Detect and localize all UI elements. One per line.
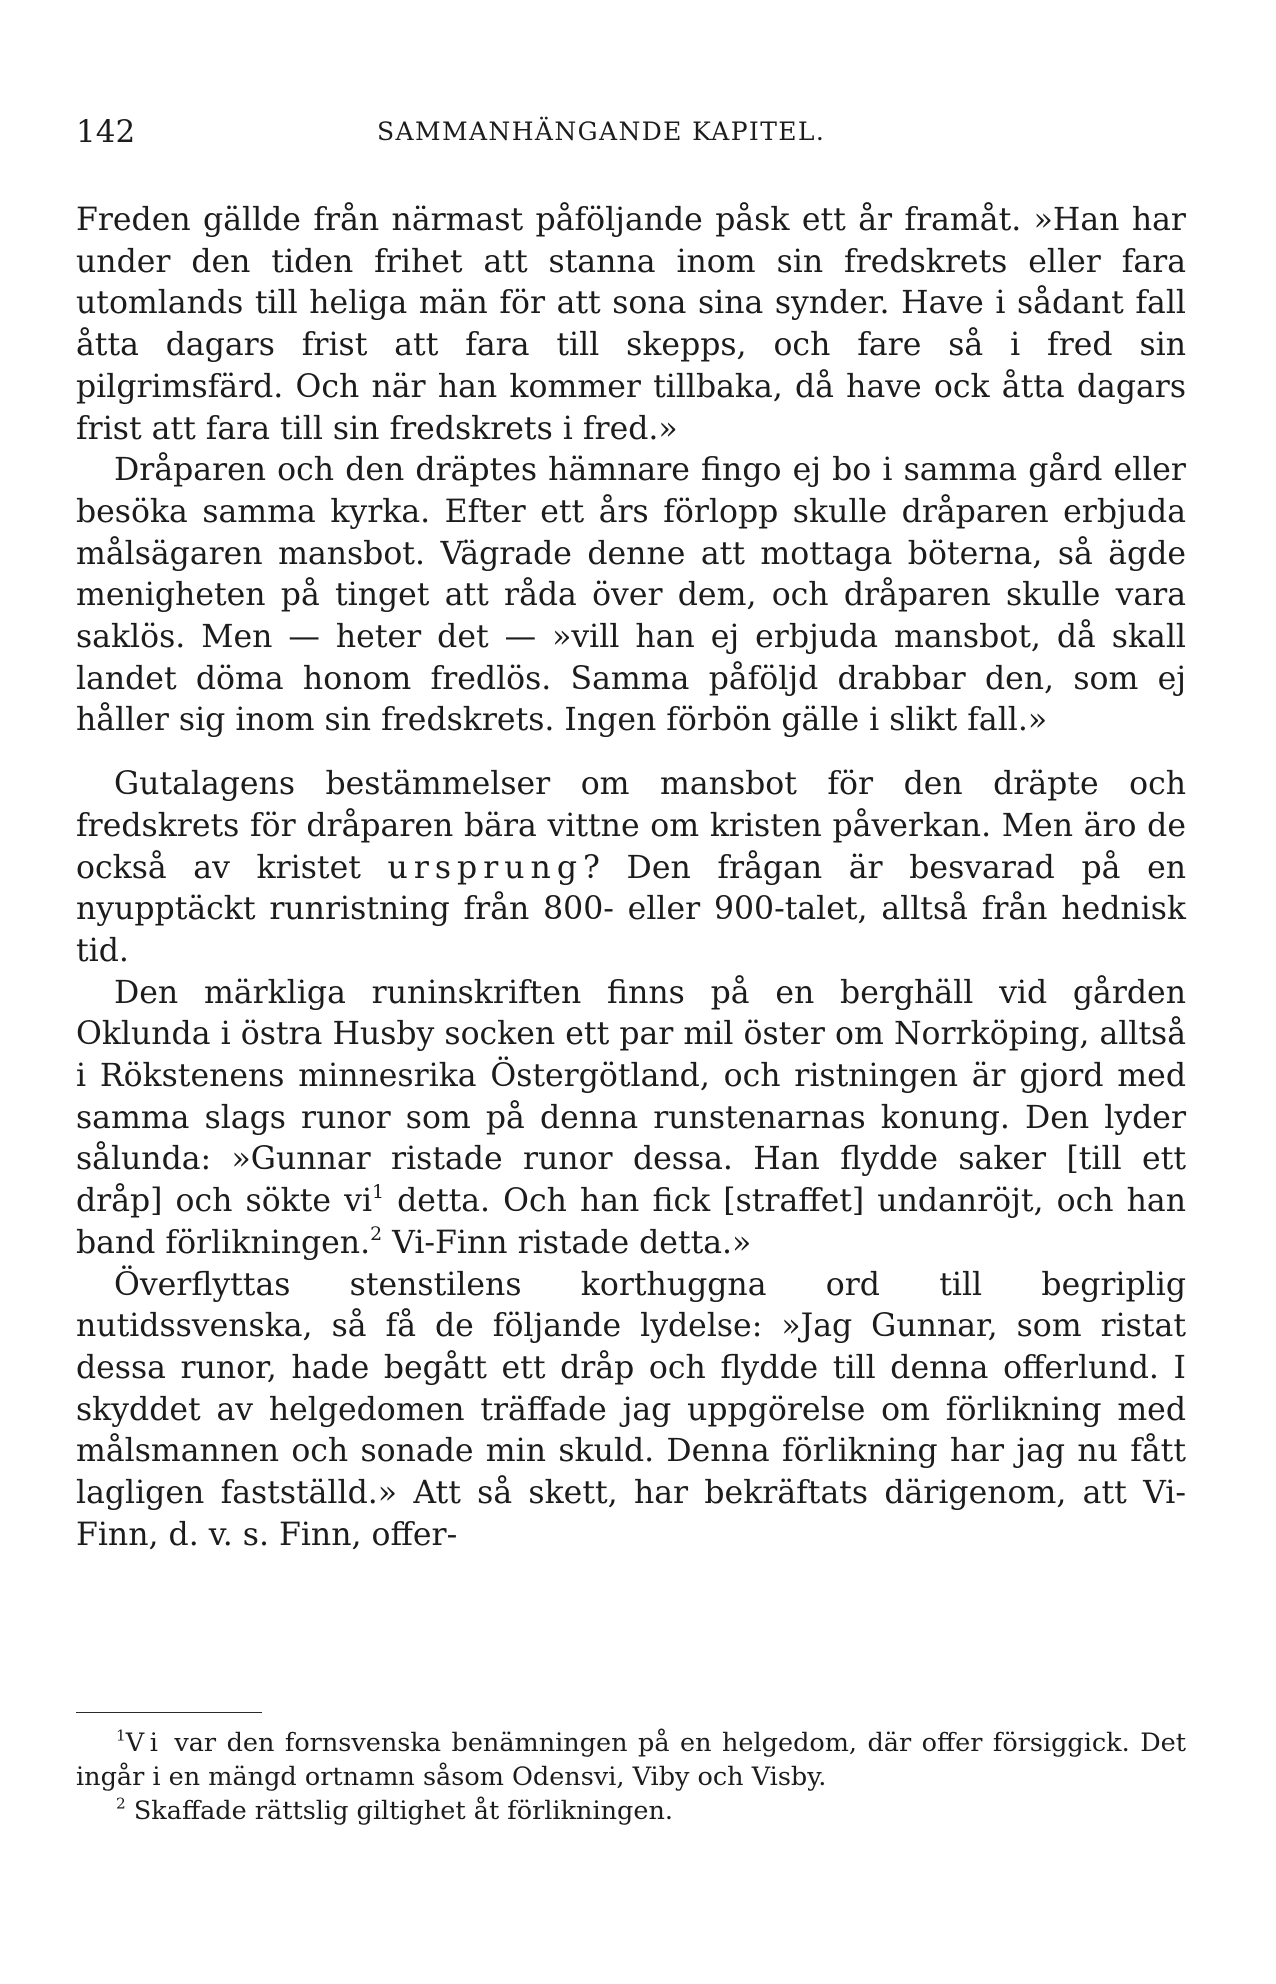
footnote-text: Skaffade rättslig giltighet åt förlikningen. xyxy=(125,1796,673,1826)
footnote-text: var den fornsvenska benämningen på en helgedom, där offer försiggick. Det ingår i en mängd ortnamn såsom Odensvi, Viby och Visby. xyxy=(76,1728,1186,1792)
paragraph-text: Den märkliga runinskriften finns på en berghäll vid gården Oklunda i östra Husby socken ett par mil öster om Norrköping, alltså i Rökstenens minnesrika Östergötland, och ristningen är gjord med samma slags runor som på denna runstenarnas konung. Den lyder sålunda: »Gunnar ristade runor dessa. Han flydde saker [till ett dråp] och sökte vi xyxy=(76,974,1186,1220)
paragraph-text: detta. Och han fick [straffet] undanröjt, och han band förlikningen. xyxy=(76,1183,1186,1261)
footnote-term: Vi xyxy=(125,1728,164,1758)
running-head: SAMMANHÄNGANDE KAPITEL. xyxy=(377,117,826,146)
footnote-ref-2: 2 xyxy=(370,1222,383,1245)
footnote-ref-1: 1 xyxy=(372,1180,385,1203)
paragraph-3 xyxy=(76,764,1186,973)
paragraph-text: Freden gällde från närmast påföljande påsk ett år framåt. »Han har under den tiden frihet att stanna inom sin fredskrets eller fara utomlands till heliga män för att sona sina synder. Have i sådant fall åtta dagars frist att fara till skepps, och fare så i fred sin pilgrimsfärd. Och när han kommer tillbaka, då have ock åtta dagars frist att fara till sin fredskrets i fred.» xyxy=(76,202,1186,447)
footnote-marker: 2 xyxy=(116,1794,126,1813)
paragraph-2 xyxy=(76,450,1186,742)
page-header xyxy=(76,110,1186,154)
footnote-marker: 1 xyxy=(116,1726,126,1745)
footnote-divider xyxy=(76,1712,262,1713)
footnotes xyxy=(76,1726,1186,1828)
footnote-2 xyxy=(76,1794,1186,1828)
paragraph-text: Gutalagens bestämmelser om mansbot för den dräpte och fredskrets för dråparen bära vittne om kristen påverkan. Men äro de också av kristet xyxy=(76,766,1186,886)
paragraph-text: ? Den frågan är besvarad på en nyupptäckt runristning från 800- eller 900-talet, alltså från hednisk tid. xyxy=(76,849,1186,969)
paragraph-text: Vi-Finn ristade detta.» xyxy=(382,1224,752,1261)
emphasized-word: ursprung xyxy=(387,849,584,886)
body-text xyxy=(76,200,1186,1557)
page-number: 142 xyxy=(76,114,136,150)
paragraph-text: Dråparen och den dräptes hämnare fingo ej bo i samma gård eller besöka samma kyrka. Efter ett års förlopp skulle dråparen erbjuda målsägaren mansbot. Vägrade denne att mottaga böterna, så ägde menigheten på tinget att råda över dem, och dråparen skulle vara saklös. Men — heter det — »vill han ej erbjuda mansbot, då skall landet döma honom fredlös. Samma påföljd drabbar den, som ej håller sig inom sin fredskrets. Ingen förbön gälle i slikt fall.» xyxy=(76,452,1186,739)
paragraph-text: Överflyttas stenstilens korthuggna ord till begriplig nutidssvenska, så få de följande lydelse: »Jag Gunnar, som ristat dessa runor, hade begått ett dråp och flydde till denna offerlund. I skyddet av helgedomen träffade jag uppgörelse om förlikning med målsmannen och sonade min skuld. Denna förlikning har jag nu fått lagligen fastställd.» Att så skett, har bekräftats därigenom, att Vi-Finn, d. v. s. Finn, offer- xyxy=(76,1266,1186,1553)
paragraph-5 xyxy=(76,1265,1186,1557)
paragraph-1 xyxy=(76,200,1186,450)
paragraph-4 xyxy=(76,973,1186,1265)
footnote-1 xyxy=(76,1726,1186,1794)
